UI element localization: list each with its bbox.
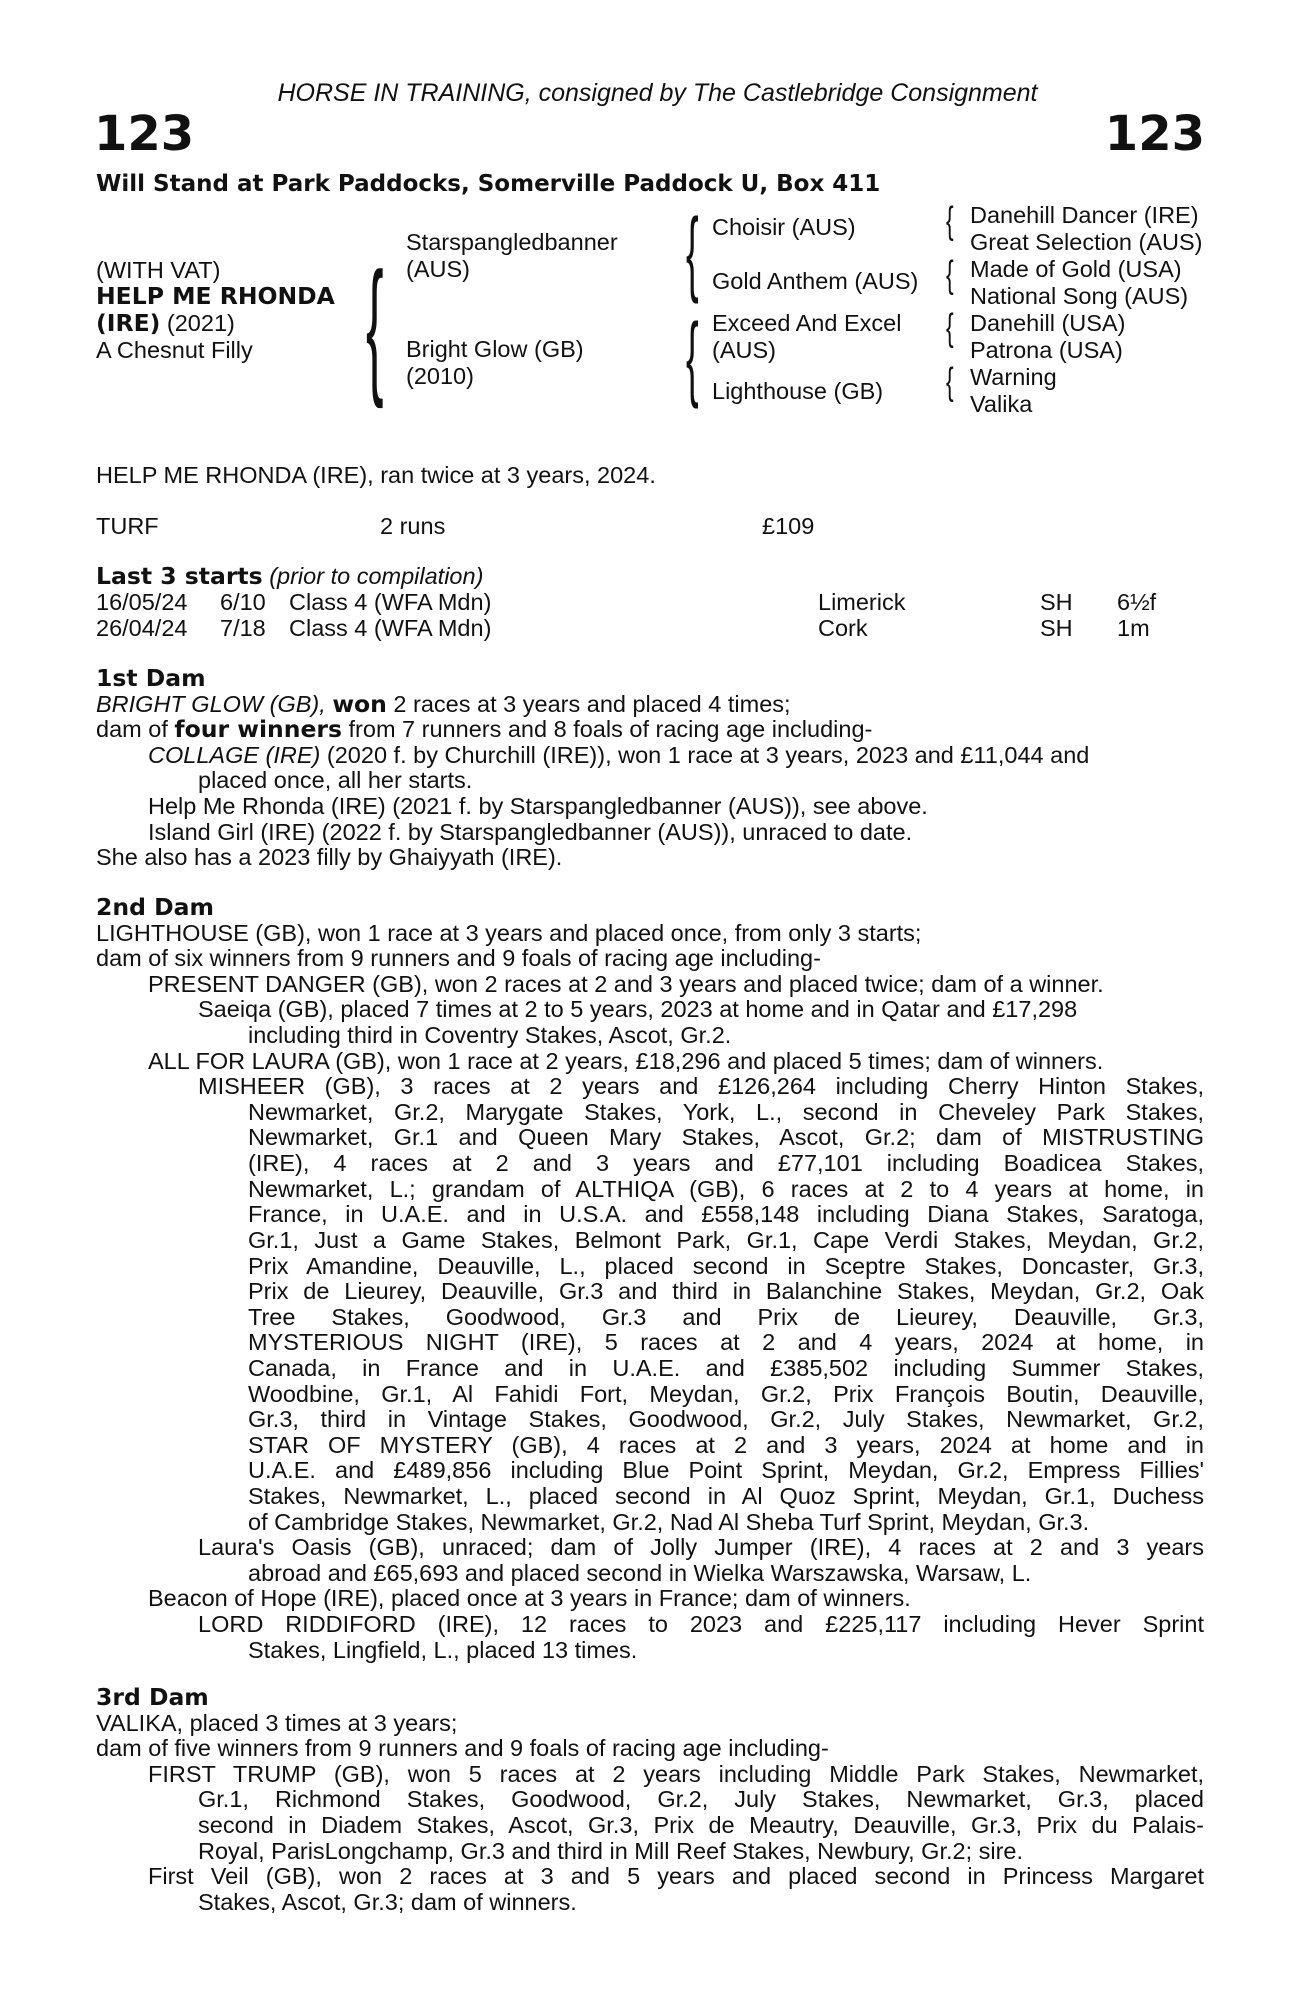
pedigree-brace-g2: { — [946, 254, 954, 296]
first-dam-line — [96, 717, 1204, 743]
second-dam-line: (IRE), 4 races at 2 and 3 years and £77,101 including Boadicea Stakes, — [248, 1150, 1204, 1177]
first-dam-dam-of: dam of — [96, 716, 175, 743]
pedigree-sss: Danehill Dancer (IRE) — [970, 202, 1199, 228]
pedigree-dam-sire-line1: Exceed And Excel — [712, 310, 902, 336]
second-dam-line: Stakes, Newmarket, L., placed second in Al Quoz Sprint, Meydan, Gr.1, Duchess — [248, 1483, 1204, 1510]
third-dam-title: 3rd Dam — [96, 1683, 209, 1711]
first-dam-winners: four winners — [174, 715, 342, 744]
start-position: 6/10 — [220, 589, 266, 615]
pedigree-ssd: Great Selection (AUS) — [970, 229, 1203, 255]
pedigree-sdd: National Song (AUS) — [970, 283, 1189, 309]
progeny-name: COLLAGE (IRE) — [148, 741, 321, 768]
horse-origin-year — [96, 311, 235, 337]
start-going: SH — [1040, 615, 1073, 641]
second-dam-line: PRESENT DANGER (GB), won 2 races at 2 and 3 years and placed twice; dam of a winner. — [148, 970, 1104, 997]
stand-location: Will Stand at Park Paddocks, Somerville Paddock U, Box 411 — [96, 171, 881, 197]
second-dam-line: Prix de Lieurey, Deauville, Gr.3 and third in Balanchine Stakes, Meydan, Gr.2, Oak — [248, 1278, 1204, 1305]
horse-year: (2021) — [166, 310, 235, 336]
second-dam-line: U.A.E. and £489,856 including Blue Point Sprint, Meydan, Gr.2, Empress Fillies' — [248, 1457, 1204, 1484]
start-date: 16/05/24 — [96, 589, 188, 615]
first-dam-name: BRIGHT GLOW (GB), — [96, 690, 333, 717]
second-dam-line: Prix Amandine, Deauville, L., placed second in Sceptre Stakes, Doncaster, Gr.3, — [248, 1252, 1204, 1279]
third-dam-line: Stakes, Ascot, Gr.3; dam of winners. — [198, 1888, 577, 1915]
horse-origin: (IRE) — [96, 309, 161, 337]
first-dam-foals: from 7 runners and 8 foals of racing age including- — [342, 716, 873, 743]
progeny-record: (2020 f. by Churchill (IRE)), won 1 race at 3 years, 2023 and £11,044 and — [320, 741, 1090, 768]
pedigree-sire-line1: Starspangledbanner — [406, 229, 618, 255]
third-dam-line: dam of five winners from 9 runners and 9 foals of racing age including- — [96, 1735, 829, 1762]
pedigree-brace-g3: { — [946, 307, 954, 349]
second-dam-line: Stakes, Lingfield, L., placed 13 times. — [248, 1636, 638, 1663]
second-dam-line: including third in Coventry Stakes, Ascot, Gr.2. — [248, 1022, 732, 1049]
second-dam-line: Newmarket, L.; grandam of ALTHIQA (GB), 6 races at 2 to 4 years at home, in — [248, 1175, 1204, 1202]
lot-number-left: 123 — [94, 106, 195, 162]
pedigree-brace-dam: { — [686, 304, 699, 410]
second-dam-line: Saeiqa (GB), placed 7 times at 2 to 5 years, 2023 at home and in Qatar and £17,298 — [198, 996, 1078, 1023]
third-dam-line: second in Diadem Stakes, Ascot, Gr.3, Prix de Meautry, Deauville, Gr.3, Prix du Palais- — [198, 1812, 1204, 1839]
start-course: Cork — [818, 615, 868, 641]
second-dam-line: Woodbine, Gr.1, Al Fahidi Fort, Meydan, Gr.2, Prix François Boutin, Deauville, — [248, 1380, 1204, 1407]
first-dam-record: 2 races at 3 years and placed 4 times; — [386, 690, 791, 717]
first-dam-line — [96, 689, 1204, 718]
second-dam-line: LIGHTHOUSE (GB), won 1 race at 3 years and placed once, from only 3 starts; — [96, 919, 922, 946]
pedigree-sire-dam: Gold Anthem (AUS) — [712, 268, 919, 294]
second-dam-section — [96, 895, 1204, 1663]
third-dam-section — [96, 1685, 1204, 1915]
first-dam-section — [96, 666, 1204, 871]
pedigree-dam-dam: Lighthouse (GB) — [712, 378, 884, 404]
pedigree-brace-main: { — [366, 241, 384, 409]
pedigree-brace-g4: { — [946, 361, 954, 403]
second-dam-line: ALL FOR LAURA (GB), won 1 race at 2 years, £18,296 and placed 5 times; dam of winners. — [148, 1047, 1104, 1074]
first-dam-title: 1st Dam — [96, 664, 206, 692]
second-dam-line: Tree Stakes, Goodwood, Gr.3 and Prix de Lieurey, Deauville, Gr.3, — [248, 1303, 1204, 1330]
first-dam-won: won — [332, 689, 387, 718]
second-dam-line: Laura's Oasis (GB), unraced; dam of Jolly Jumper (IRE), 4 races at 2 and 3 years — [198, 1534, 1204, 1561]
second-dam-line: Gr.3, third in Vintage Stakes, Goodwood, Gr.2, July Stakes, Newmarket, Gr.2, — [248, 1406, 1204, 1433]
second-dam-line: of Cambridge Stakes, Newmarket, Gr.2, Nad Al Sheba Turf Sprint, Meydan, Gr.3. — [248, 1508, 1090, 1535]
second-dam-line: Gr.1, Just a Game Stakes, Belmont Park, Gr.1, Cape Verdi Stakes, Meydan, Gr.2, — [248, 1226, 1204, 1253]
start-distance: 6½f — [1117, 589, 1157, 615]
second-dam-line: dam of six winners from 9 runners and 9 foals of racing age including- — [96, 945, 821, 972]
catalogue-header: HORSE IN TRAINING, consigned by The Castlebridge Consignment — [277, 79, 1038, 107]
pedigree-sire-sire: Choisir (AUS) — [712, 214, 856, 240]
race-summary: HELP ME RHONDA (IRE), ran twice at 3 years, 2024. — [96, 462, 656, 488]
first-dam-line — [96, 743, 1204, 769]
first-dam-line: placed once, all her starts. — [198, 767, 473, 794]
pedigree-sds: Made of Gold (USA) — [970, 256, 1182, 282]
horse-description: A Chesnut Filly — [96, 337, 253, 363]
second-dam-line: abroad and £65,693 and placed second in Wielka Warszawska, Warsaw, L. — [248, 1559, 1032, 1586]
third-dam-line: VALIKA, placed 3 times at 3 years; — [96, 1709, 458, 1736]
start-position: 7/18 — [220, 615, 266, 641]
pedigree-dsd: Patrona (USA) — [970, 337, 1123, 363]
third-dam-line: Royal, ParisLongchamp, Gr.3 and third in Mill Reef Stakes, Newbury, Gr.2; sire. — [198, 1837, 1024, 1864]
start-going: SH — [1040, 589, 1073, 615]
first-dam-line: Island Girl (IRE) (2022 f. by Starspangledbanner (AUS)), unraced to date. — [148, 818, 913, 845]
pedigree-ddd: Valika — [970, 391, 1033, 417]
start-race: Class 4 (WFA Mdn) — [289, 589, 492, 615]
start-date: 26/04/24 — [96, 615, 188, 641]
start-course: Limerick — [818, 589, 906, 615]
second-dam-line: MYSTERIOUS NIGHT (IRE), 5 races at 2 and 4 years, 2024 at home, in — [248, 1329, 1204, 1356]
second-dam-line: Newmarket, Gr.2, Marygate Stakes, York, L., second in Cheveley Park Stakes, — [248, 1098, 1204, 1125]
second-dam-line: LORD RIDDIFORD (IRE), 12 races to 2023 and £225,117 including Hever Sprint — [198, 1611, 1204, 1638]
last-starts-title: Last 3 starts — [96, 562, 263, 590]
vat-note: (WITH VAT) — [96, 257, 221, 283]
pedigree-dam-line1: Bright Glow (GB) — [406, 336, 584, 362]
lot-number-right: 123 — [1104, 106, 1205, 162]
pedigree-dss: Danehill (USA) — [970, 310, 1126, 336]
last-starts-heading — [96, 564, 483, 590]
pedigree-sire-line2: (AUS) — [406, 256, 470, 282]
second-dam-line: Canada, in France and in U.A.E. and £385,502 including Summer Stakes, — [248, 1354, 1204, 1381]
pedigree-dam-sire-line2: (AUS) — [712, 337, 776, 363]
first-dam-line: Help Me Rhonda (IRE) (2021 f. by Starspangledbanner (AUS)), see above. — [148, 793, 928, 820]
first-dam-line: She also has a 2023 filly by Ghaiyyath (IRE). — [96, 844, 563, 871]
third-dam-line: Gr.1, Richmond Stakes, Goodwood, Gr.2, July Stakes, Newmarket, Gr.3, placed — [198, 1786, 1204, 1813]
second-dam-line: Newmarket, Gr.1 and Queen Mary Stakes, Ascot, Gr.2; dam of MISTRUSTING — [248, 1124, 1204, 1151]
record-runs: 2 runs — [380, 513, 446, 539]
second-dam-line: Beacon of Hope (IRE), placed once at 3 years in France; dam of winners. — [148, 1585, 911, 1612]
last-starts-note: (prior to compilation) — [269, 563, 484, 589]
second-dam-line: MISHEER (GB), 3 races at 2 years and £126,264 including Cherry Hinton Stakes, — [198, 1073, 1204, 1100]
third-dam-line: First Veil (GB), won 2 races at 3 and 5 years and placed second in Princess Margaret — [148, 1863, 1204, 1890]
start-distance: 1m — [1117, 615, 1150, 641]
horse-name: HELP ME RHONDA — [96, 282, 335, 310]
record-earnings: £109 — [762, 513, 815, 539]
second-dam-title: 2nd Dam — [96, 893, 214, 921]
record-surface: TURF — [96, 513, 159, 539]
pedigree-dam-line2: (2010) — [406, 363, 474, 389]
second-dam-line: STAR OF MYSTERY (GB), 4 races at 2 and 3 years, 2024 at home and in — [248, 1431, 1204, 1458]
pedigree-brace-g1: { — [946, 200, 954, 242]
start-race: Class 4 (WFA Mdn) — [289, 615, 492, 641]
third-dam-line: FIRST TRUMP (GB), won 5 races at 2 years including Middle Park Stakes, Newmarket, — [148, 1760, 1204, 1787]
pedigree-dds: Warning — [970, 364, 1057, 390]
second-dam-line: France, in U.A.E. and in U.S.A. and £558,148 including Diana Stakes, Saratoga, — [248, 1201, 1204, 1228]
pedigree-brace-sire: { — [686, 199, 699, 305]
